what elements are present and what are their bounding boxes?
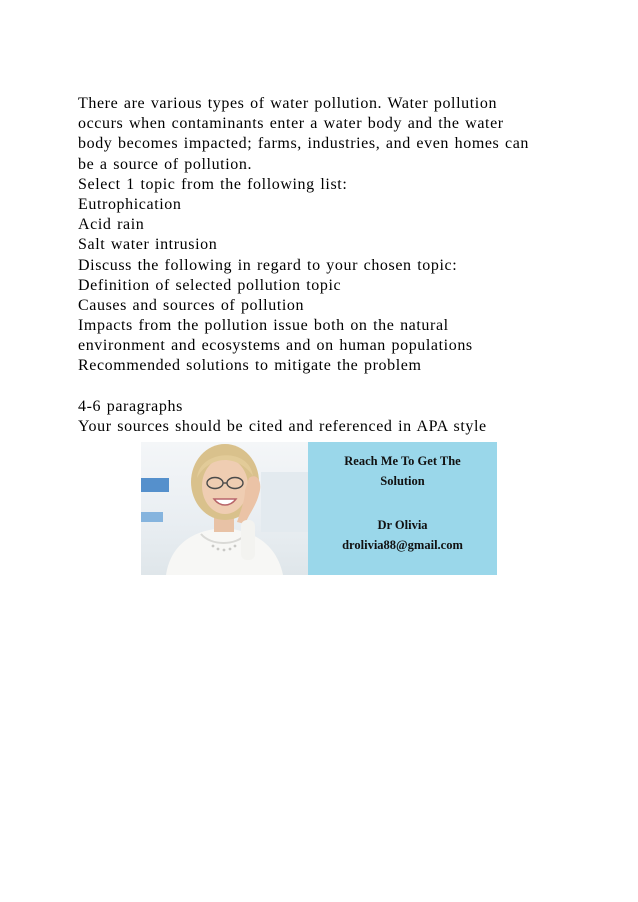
discuss-prompt: Discuss the following in regard to your chosen topic: bbox=[78, 256, 458, 274]
select-prompt: Select 1 topic from the following list: bbox=[78, 175, 348, 193]
topic-item: Salt water intrusion bbox=[78, 236, 218, 254]
promo-headline-continued: Solution bbox=[380, 474, 425, 488]
contact-name: Dr Olivia bbox=[377, 518, 428, 532]
assignment-text bbox=[78, 94, 598, 437]
intro-line: body becomes impacted; farms, industries, and even homes can bbox=[78, 135, 529, 153]
discussion-point: Recommended solutions to mitigate the problem bbox=[78, 357, 422, 375]
intro-line: be a source of pollution. bbox=[78, 155, 253, 173]
length-requirement: 4-6 paragraphs bbox=[78, 397, 183, 415]
woman-with-glasses-photo bbox=[141, 442, 308, 575]
contact-email[interactable]: drolivia88@gmail.com bbox=[342, 538, 463, 552]
portrait-illustration bbox=[141, 442, 308, 575]
intro-line: There are various types of water pollution. Water pollution bbox=[78, 95, 498, 112]
paragraph-gap bbox=[78, 377, 598, 397]
discussion-point: environment and ecosystems and on human populations bbox=[78, 337, 473, 355]
contact-ad-banner[interactable] bbox=[141, 442, 497, 575]
contact-promo-panel bbox=[308, 442, 497, 575]
discussion-point: Causes and sources of pollution bbox=[78, 296, 305, 314]
topic-item: Eutrophication bbox=[78, 195, 182, 213]
discussion-point: Definition of selected pollution topic bbox=[78, 276, 342, 294]
discussion-point: Impacts from the pollution issue both on the natural bbox=[78, 317, 449, 335]
citation-requirement: Your sources should be cited and referenced in APA style bbox=[78, 418, 487, 435]
promo-headline: Reach Me To Get The bbox=[344, 454, 461, 468]
intro-line: occurs when contaminants enter a water body and the water bbox=[78, 115, 504, 133]
topic-item: Acid rain bbox=[78, 216, 145, 234]
